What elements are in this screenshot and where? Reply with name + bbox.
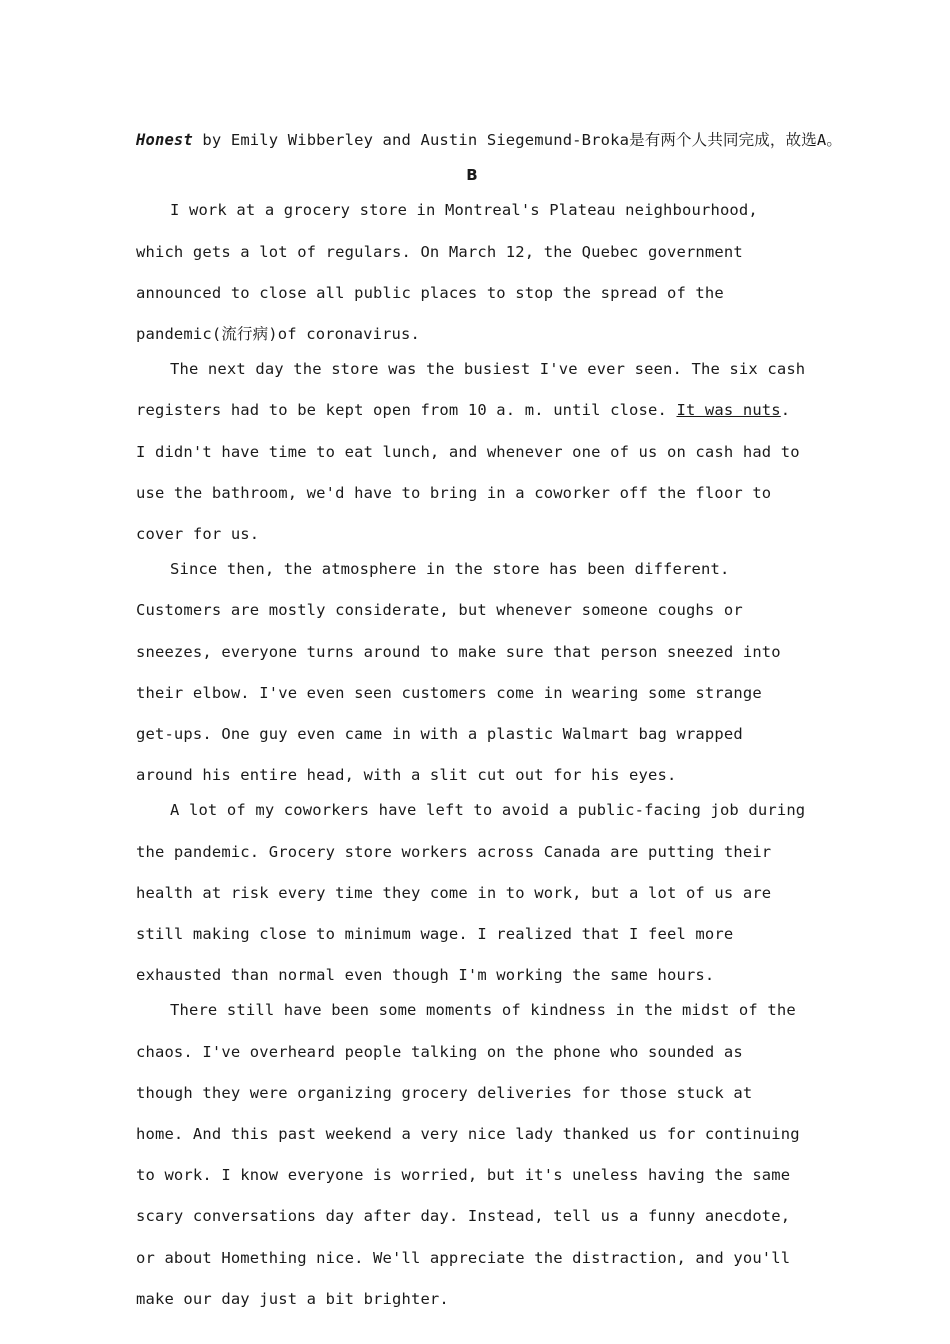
answer-explanation-text: by Emily Wibberley and Austin Siegemund-Broka是有两个人共同完成，故选A。	[192, 131, 843, 149]
paragraph-2-before: The next day the store was the busiest I've ever seen. The six cash registers had to be kept open from 10 a. m. until close.	[136, 360, 806, 420]
paragraph-1: I work at a grocery store in Montreal's Plateau neighbourhood, which gets a lot of regulars. On March 12, the Quebec government announced to close all public places to stop the spread of the pandemic(流行病)of coronavirus.	[136, 201, 758, 344]
paragraph-4: A lot of my coworkers have left to avoid a public-facing job during the pandemic. Grocery store workers across Canada are putting their health at risk every time they come in to work, but a lot of us are still making close to minimum wage. I realized that I feel more exhausted than normal even though I'm working the same hours.	[136, 801, 806, 985]
document-body	[136, 120, 843, 1320]
paragraph-2	[136, 349, 808, 555]
paragraph-5: There still have been some moments of kindness in the midst of the chaos. I've overheard people talking on the phone who sounded as though they were organizing grocery deliveries for those stuck at home. And this past weekend a very nice lady thanked us for continuing to work. I know everyone is worried, but it's uneless having the same scary conversations day after day. Instead, tell us a funny anecdote, or about Homething nice. We'll appreciate the distraction, and you'll make our day just a bit brighter.	[136, 1001, 800, 1308]
paragraph-2-after: . I didn't have time to eat lunch, and whenever one of us on cash had to use the bathroom, we'd have to bring in a coworker off the floor to cover for us.	[136, 401, 800, 544]
section-heading: B	[466, 166, 478, 185]
book-title: Honest	[136, 131, 193, 149]
paragraph-3: Since then, the atmosphere in the store has been different. Customers are mostly considerate, but whenever someone coughs or sneezes, everyone turns around to make sure that person sneezed into their elbow. I've even seen customers come in wearing some strange get-ups. One guy even came in with a plastic Walmart bag wrapped around his entire head, with a slit cut out for his eyes.	[136, 560, 781, 785]
underlined-phrase: It was nuts	[676, 401, 781, 420]
